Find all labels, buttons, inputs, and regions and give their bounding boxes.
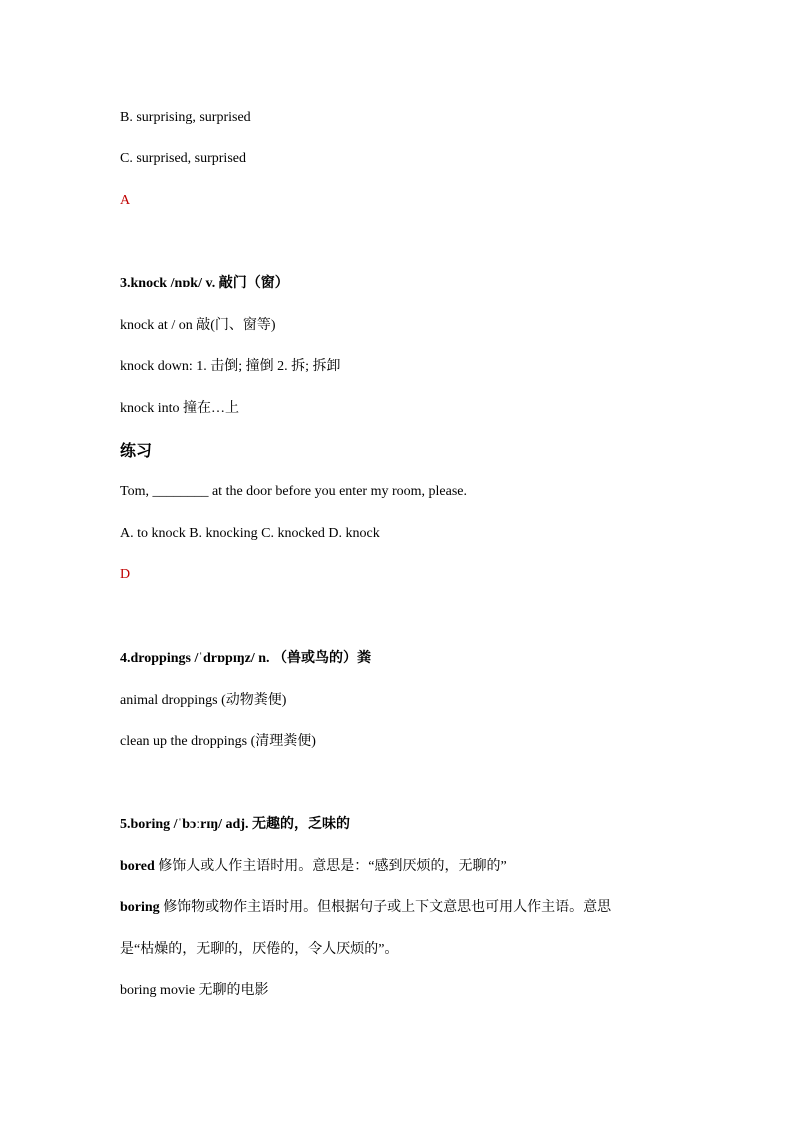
entry-5-heading: 5.boring /ˈbɔːrɪŋ/ adj. 无趣的，乏味的 xyxy=(120,817,350,832)
entry-4-phrase-2: clean up the droppings (清理粪便) xyxy=(120,734,316,749)
entry-5-example: boring movie 无聊的电影 xyxy=(120,983,269,998)
boring-usage xyxy=(120,899,611,917)
boring-explanation-cont: 是“枯燥的，无聊的，厌倦的，令人厌烦的”。 xyxy=(120,942,399,957)
entry-4-heading: 4.droppings /ˈdrɒpɪŋz/ n. （兽或鸟的）粪 xyxy=(120,651,372,666)
bored-term: bored xyxy=(120,859,155,874)
answer-3: D xyxy=(120,567,131,582)
answer-2: A xyxy=(120,193,131,208)
bored-usage xyxy=(120,858,507,876)
entry-3-phrase-1: knock at / on 敲(门、窗等) xyxy=(120,318,276,333)
boring-explanation: 修饰物或物作主语时用。但根据句子或上下文意思也可用人作主语。意思 xyxy=(159,900,612,915)
boring-term: boring xyxy=(120,900,160,915)
entry-3-heading: 3.knock /nɒk/ v. 敲门（窗） xyxy=(120,276,289,291)
option-c: C. surprised, surprised xyxy=(120,151,246,166)
bored-explanation: 修饰人或人作主语时用。意思是：“感到厌烦的，无聊的” xyxy=(154,859,507,874)
entry-4-phrase-1: animal droppings (动物粪便) xyxy=(120,693,287,708)
entry-3-phrase-2: knock down: 1. 击倒; 撞倒 2. 拆; 拆卸 xyxy=(120,359,341,374)
practice-options: A. to knock B. knocking C. knocked D. knock xyxy=(120,526,380,541)
option-b: B. surprising, surprised xyxy=(120,110,251,125)
practice-label: 练习 xyxy=(120,441,153,460)
practice-question: Tom, ________ at the door before you enter my room, please. xyxy=(120,484,467,499)
entry-3-phrase-3: knock into 撞在…上 xyxy=(120,401,239,416)
